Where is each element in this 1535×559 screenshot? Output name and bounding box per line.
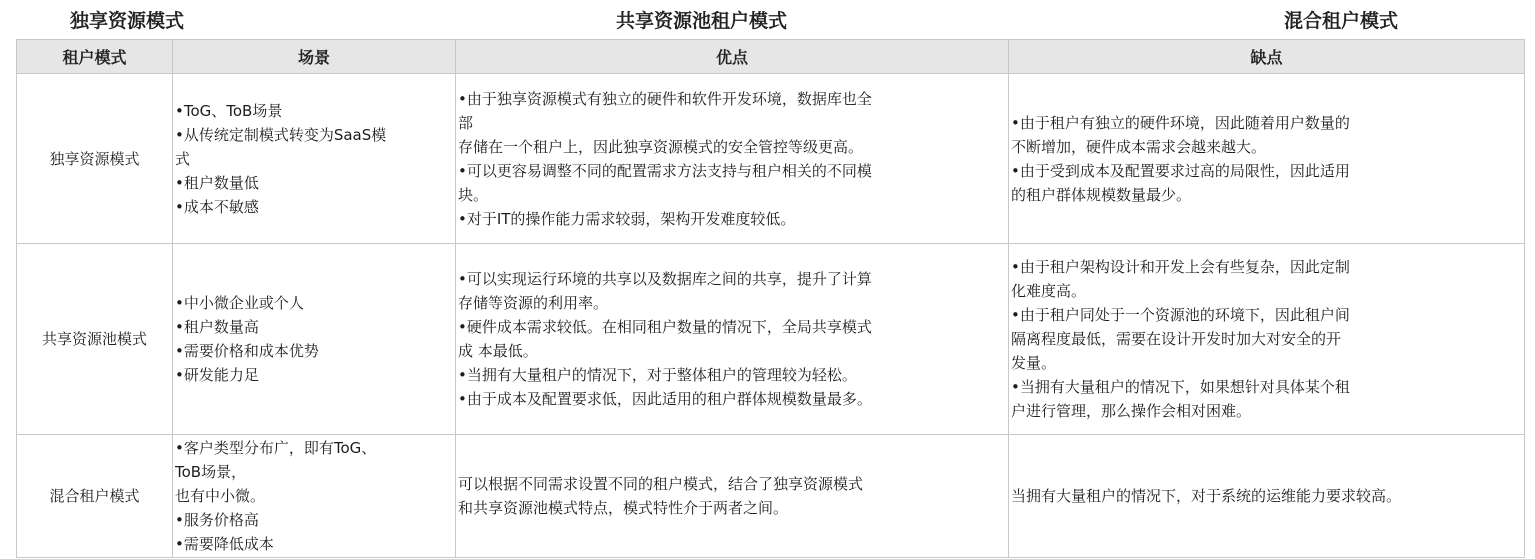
text-line: •服务价格高	[175, 511, 259, 529]
text-line: •需要降低成本	[175, 535, 274, 553]
text-line: 和共享资源池模式特点，模式特性介于两者之间。	[458, 499, 789, 517]
text-line: 存储在一个租户上，因此独享资源模式的安全管控等级更高。	[458, 137, 864, 156]
row-cons	[1009, 74, 1525, 244]
row-mode: 独享资源模式	[17, 74, 173, 244]
text-line: 的租户群体规模数量最少。	[1011, 185, 1192, 204]
text-line: •由于租户同处于一个资源池的环境下，因此租户间	[1011, 306, 1350, 324]
header-scenario: 场景	[173, 40, 456, 74]
row-mode: 共享资源池模式	[17, 244, 173, 435]
title-hybrid-mode: 混合租户模式	[1284, 10, 1399, 32]
text-line: 块。	[458, 185, 489, 204]
row-scenario	[173, 74, 456, 244]
text-line: ToB场景，	[175, 463, 247, 481]
row-pros	[456, 74, 1009, 244]
text-line: •租户数量高	[175, 318, 259, 336]
header-tenant-mode: 租户模式	[17, 40, 173, 74]
text-line: •可以更容易调整不同的配置需求方法支持与租户相关的不同模	[458, 161, 872, 180]
text-line: •需要价格和成本优势	[175, 342, 319, 360]
text-line: 式	[175, 149, 191, 168]
text-line: 部	[458, 113, 474, 132]
text-line: •ToG、ToB场景	[175, 101, 283, 120]
text-line: •由于独享资源模式有独立的硬件和软件开发环境，数据库也全	[458, 89, 872, 108]
text-line: 发量。	[1011, 354, 1057, 372]
title-dedicated-mode: 独享资源模式	[70, 10, 185, 32]
text-line: 存储等资源的利用率。	[458, 294, 609, 312]
text-line: •由于租户架构设计和开发上会有些复杂，因此定制	[1011, 258, 1350, 276]
text-line: •研发能力足	[175, 366, 259, 384]
section-titles	[0, 0, 1535, 38]
text-line: •从传统定制模式转变为SaaS模	[175, 125, 387, 144]
row-scenario	[173, 435, 456, 558]
row-cons	[1009, 244, 1525, 435]
title-shared-pool-mode: 共享资源池租户模式	[616, 10, 788, 32]
text-line: •对于IT的操作能力需求较弱，架构开发难度较低。	[458, 209, 796, 228]
text-line: 也有中小微。	[175, 487, 266, 505]
row-pros	[456, 244, 1009, 435]
table-row	[17, 435, 1525, 558]
text-line: •当拥有大量租户的情况下，对于整体租户的管理较为轻松。	[458, 366, 857, 384]
text-line: •当拥有大量租户的情况下，如果想针对具体某个租	[1011, 378, 1350, 396]
text-line: 成 本最低。	[458, 342, 538, 360]
text-line: 当拥有大量租户的情况下，对于系统的运维能力要求较高。	[1011, 487, 1402, 505]
header-cons: 缺点	[1009, 40, 1525, 74]
text-line: •中小微企业或个人	[175, 294, 304, 312]
text-line: •硬件成本需求较低。在相同租户数量的情况下，全局共享模式	[458, 318, 872, 336]
row-mode: 混合租户模式	[17, 435, 173, 558]
row-scenario	[173, 244, 456, 435]
text-line: 可以根据不同需求设置不同的租户模式，结合了独享资源模式	[458, 475, 864, 493]
text-line: •由于成本及配置要求低，因此适用的租户群体规模数量最多。	[458, 390, 872, 408]
text-line: 不断增加，硬件成本需求会越来越大。	[1011, 137, 1267, 156]
text-line: 化难度高。	[1011, 282, 1087, 300]
table-row	[17, 74, 1525, 244]
text-line: •租户数量低	[175, 173, 259, 192]
tenant-mode-table	[16, 39, 1525, 558]
text-line: •成本不敏感	[175, 197, 259, 216]
header-pros: 优点	[456, 40, 1009, 74]
text-line: •由于租户有独立的硬件环境，因此随着用户数量的	[1011, 113, 1350, 132]
row-pros	[456, 435, 1009, 558]
table-header-row	[17, 40, 1525, 74]
text-line: 隔离程度最低，需要在设计开发时加大对安全的开	[1011, 330, 1342, 348]
text-line: 户进行管理，那么操作会相对困难。	[1011, 402, 1252, 420]
text-line: •可以实现运行环境的共享以及数据库之间的共享，提升了计算	[458, 270, 872, 288]
row-cons	[1009, 435, 1525, 558]
text-line: •客户类型分布广，即有ToG、	[175, 439, 377, 457]
table-row	[17, 244, 1525, 435]
text-line: •由于受到成本及配置要求过高的局限性，因此适用	[1011, 161, 1350, 180]
